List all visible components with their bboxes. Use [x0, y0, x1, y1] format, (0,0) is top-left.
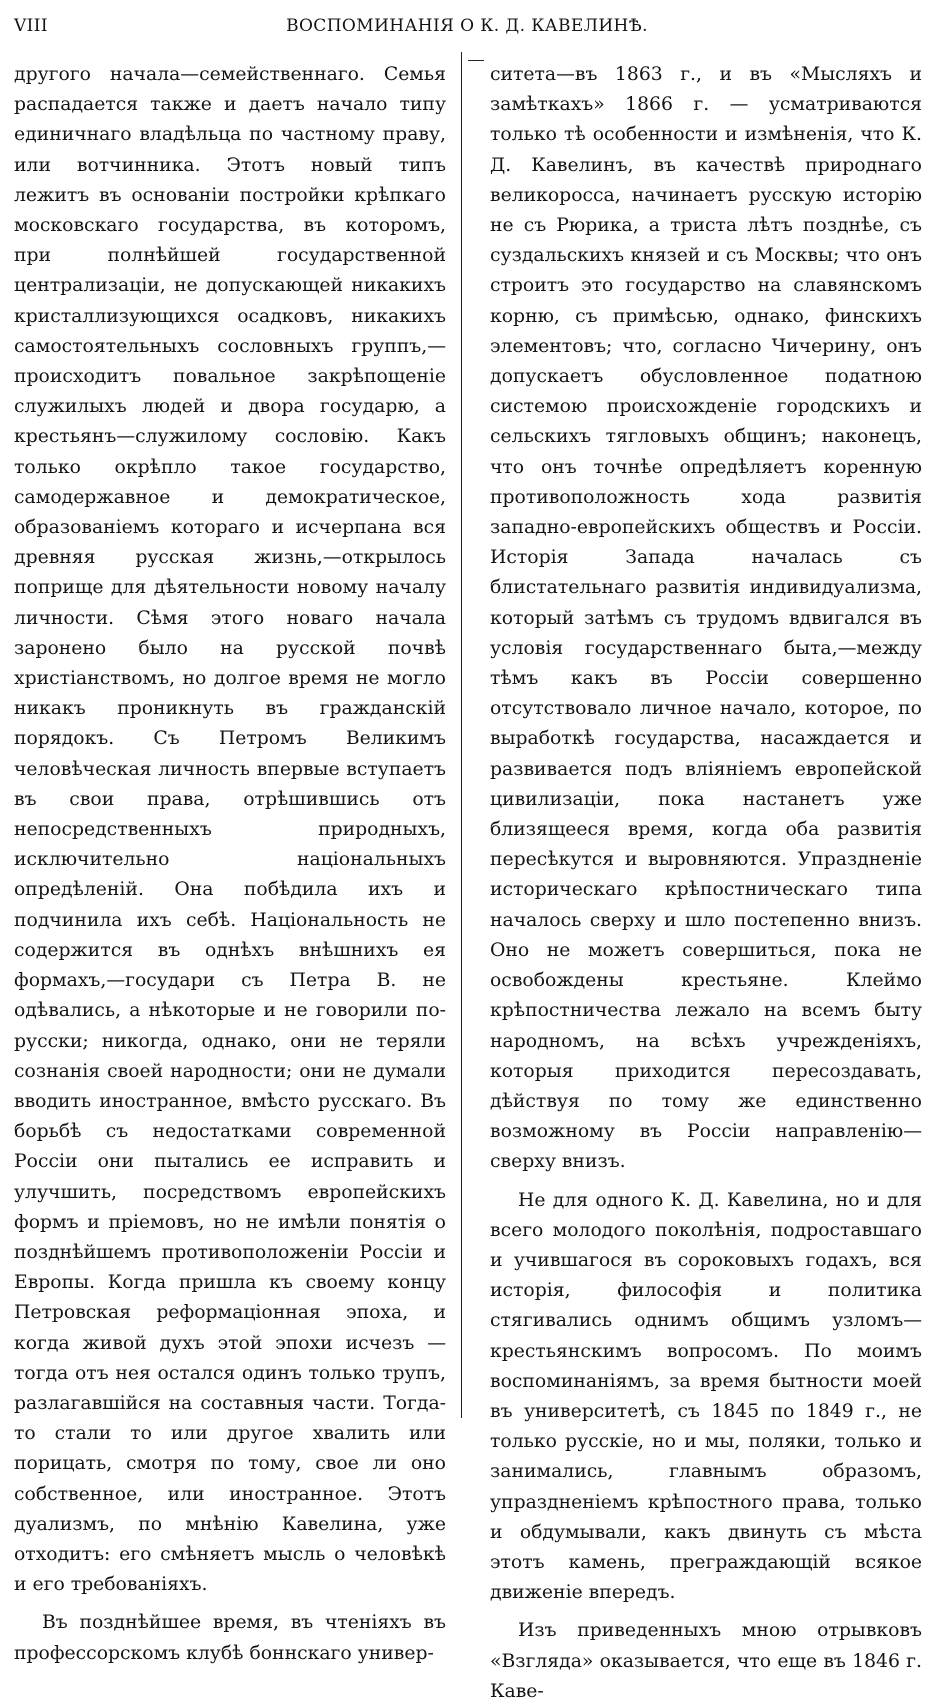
- page-number: VIII: [14, 16, 49, 36]
- left-paragraph-2: Въ позднѣйшее время, въ чтеніяхъ въ профессорскомъ клубѣ боннскаго универ-: [14, 1612, 446, 1664]
- left-column: [14, 60, 446, 1664]
- column-top-tick: [468, 60, 484, 61]
- running-title: ВОСПОМИНАНІЯ О К. Д. КАВЕЛИНѢ.: [286, 16, 648, 36]
- left-paragraph-1: другого начала—семейственнаго. Семья распадается также и даетъ начало типу единичнаго владѣльца по частному праву, или вотчинника. Этотъ новый типъ лежитъ въ основаніи постройки крѣпкаго московскаго государства, въ которомъ, при полнѣйшей государственной централизаціи, не допускающей никакихъ кристаллизующихся осадковъ, никакихъ самостоятельныхъ сословныхъ группъ,—происходитъ повальное закрѣпощеніе служилыхъ людей и двора государю, а крестьянъ—служилому сословію. Какъ только окрѣпло такое государство, самодержавное и демократическое, образованіемъ котораго и исчерпана вся древняя русская жизнь,—открылось поприще для дѣятельности новому началу личности. Сѣмя этого новаго начала заронено было на русской почвѣ христіанствомъ, но долгое время не могло никакъ проникнуть въ гражданскій порядокъ. Съ Петромъ Великимъ человѣческая личность впервые вступаетъ въ свои права, отрѣшившись отъ непосредственныхъ природныхъ, исключительно національныхъ опредѣленій. Она побѣдила ихъ и подчинила ихъ себѣ. Національность не содержится въ однѣхъ внѣшнихъ ея формахъ,—государи съ Петра В. не одѣвались, а нѣкоторые и не говорили по-русски; никогда, однако, они не теряли сознанія своей народности; они не думали вводить иностранное, вмѣсто русскаго. Въ борьбѣ съ недостатками современной Россіи они пытались ее исправить и улучшить, посредствомъ европейскихъ формъ и пріемовъ, но не имѣли понятія о позднѣйшемъ противоположеніи Россіи и Европы. Когда пришла къ своему концу Петровская реформаціонная эпоха, и когда живой духъ этой эпохи исчезъ —тогда отъ нея остался одинъ только трупъ, разлагавшійся на составныя части. Тогда-то стали то или другое хвалить или порицать, смотря по тому, свое ли оно собственное, или иностранное. Этотъ дуализмъ, по мнѣнію Кавелина, уже отходитъ: его смѣняетъ мысль о человѣкѣ и его требованіяхъ.: [14, 64, 446, 1596]
- right-paragraph-1: ситета—въ 1863 г., и въ «Мысляхъ и замѣткахъ» 1866 г. — усматриваются только тѣ особенности и измѣненія, что К. Д. Кавелинъ, въ качествѣ природнаго великоросса, начинаетъ русскую исторію не съ Рюрика, а триста лѣтъ позднѣе, съ суздальскихъ князей и съ Москвы; что онъ строитъ это государство на славянскомъ корню, съ примѣсью, однако, финскихъ элементовъ; что, согласно Чичерину, онъ допускаетъ обусловленное податною системою происхожденіе городскихъ и сельскихъ тягловыхъ общинъ; наконецъ, что онъ точнѣе опредѣляетъ коренную противоположность хода развитія западно-европейскихъ обществъ и Россіи. Исторія Запада началась съ блистательнаго развитія индивидуализма, который затѣмъ съ трудомъ вдвигался въ условія государственнаго быта,—между тѣмъ какъ въ Россіи совершенно отсутствовало личное начало, которое, по выработкѣ государства, насаждается и развивается подъ вліяніемъ европейской цивилизаціи, пока настанетъ уже близящееся время, когда оба развитія пересѣкутся и выровняются. Упраздненіе историческаго крѣпостническаго типа началось сверху и шло постепенно внизъ. Оно не можетъ совершиться, пока не освобождены крестьяне. Клеймо крѣпостничества лежало на всемъ быту народномъ, на всѣхъ учрежденіяхъ, которыя приходится пересоздавать, дѣйствуя по тому же единственно возможному въ Россіи направленію—сверху внизъ.: [490, 64, 922, 1173]
- right-column: [490, 60, 922, 1702]
- column-divider: [461, 52, 462, 1418]
- right-paragraph-3: Изъ приведенныхъ мною отрывковъ «Взгляда» оказывается, что еще въ 1846 г. Кавe-: [490, 1620, 922, 1702]
- right-paragraph-2: Не для одного К. Д. Кавелина, но и для всего молодого поколѣнія, подроставшаго и учившагося въ сороковыхъ годахъ, вся исторія, философія и политика стягивались однимъ общимъ узломъ—крестьянскимъ вопросомъ. По моимъ воспоминаніямъ, за время бытности моей въ университетѣ, съ 1845 по 1849 г., не только русскіе, но и мы, поляки, только и занимались, главнымъ образомъ, упраздненіемъ крѣпостного права, только и обдумывали, какъ двинуть съ мѣста этотъ камень, преграждающій всякое движеніе впередъ.: [490, 1189, 922, 1604]
- running-header: [14, 10, 920, 44]
